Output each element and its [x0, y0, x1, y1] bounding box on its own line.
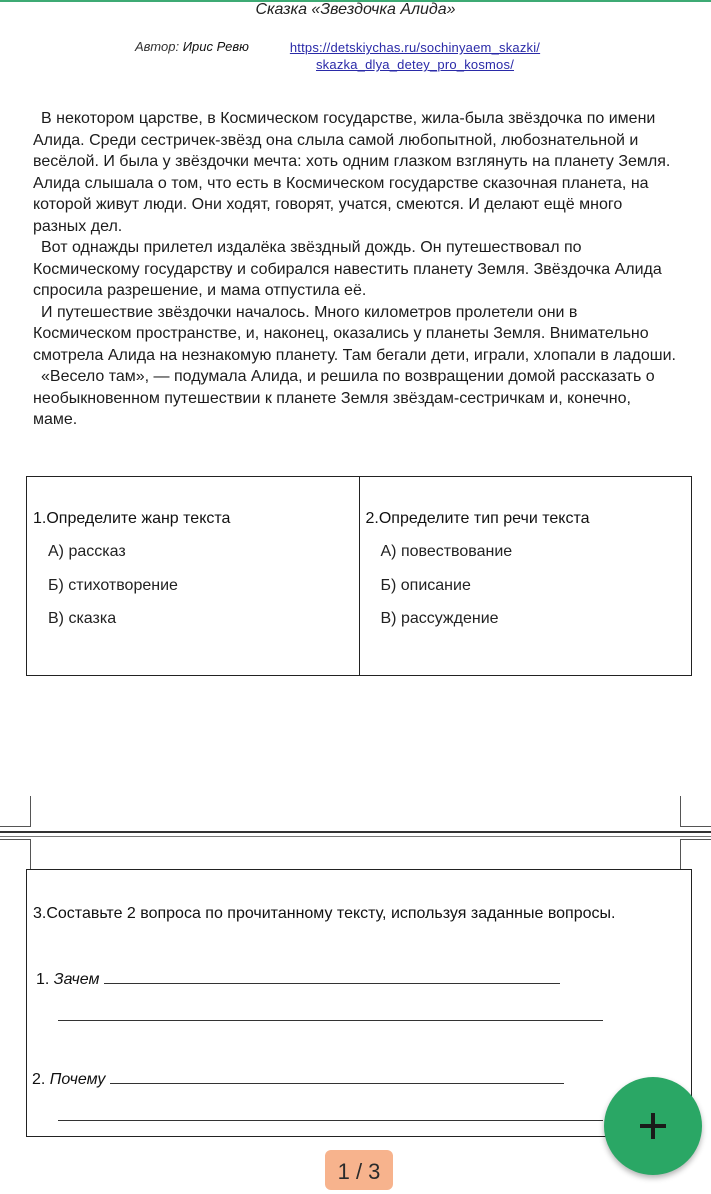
- item-2-number: 2.: [32, 1071, 46, 1088]
- question-2-option-c: В) рассуждение: [380, 610, 499, 627]
- question-1-title: 1.Определите жанр текста: [33, 510, 231, 527]
- item-2-word: Почему: [49, 1071, 106, 1088]
- question-1-option-c: В) сказка: [48, 610, 117, 627]
- question-2-cell: [360, 477, 692, 675]
- source-link-line-2[interactable]: skazka_dlya_detey_pro_kosmos/: [315, 57, 515, 72]
- plus-icon: [638, 1111, 668, 1141]
- document-title: Сказка «Звездочка Алида»: [255, 1, 456, 18]
- answer-line: [110, 1071, 564, 1084]
- item-1-number: 1.: [36, 971, 50, 988]
- answer-line: [58, 1120, 603, 1121]
- question-1-option-b: Б) стихотворение: [48, 577, 178, 594]
- page-corner-mark: [680, 839, 711, 870]
- question-3-box: [26, 869, 692, 1137]
- story-paragraph: Вот однажды прилетел издалёка звёздный дождь. Он путешествовал по Космическому государству и собирался навестить планету Земля. Звёздочка Алида спросила разрешение, и мама отпустила её.: [33, 239, 662, 299]
- page-indicator: 1 / 3: [325, 1150, 393, 1190]
- page-separator: [0, 836, 711, 837]
- question-2-option-a: А) повествование: [380, 543, 513, 560]
- question-2-option-b: Б) описание: [380, 577, 471, 594]
- story-paragraph: «Весело там», — подумала Алида, и решила по возвращении домой рассказать о необыкновенном путешествии к планете Земля звёздам-сестричкам и, конечно, маме.: [33, 368, 655, 428]
- author-label: Автор:: [135, 39, 180, 54]
- question-2-title: 2.Определите тип речи текста: [365, 510, 590, 527]
- source-link-line-1[interactable]: https://detskiychas.ru/sochinyaem_skazki/: [289, 40, 541, 55]
- question-3-title: 3.Составьте 2 вопроса по прочитанному тексту, используя заданные вопросы.: [33, 905, 616, 922]
- question-3-item-2: [32, 1071, 564, 1089]
- question-3-item-1: [36, 971, 560, 989]
- source-link[interactable]: [250, 39, 580, 73]
- question-1-option-a: А) рассказ: [48, 543, 126, 560]
- page-corner-mark: [0, 839, 31, 870]
- story-paragraph: И путешествие звёздочки началось. Много километров пролетели они в Космическом пространстве, и, наконец, оказались у планеты Земля. Внимательно смотрела Алида на незнакомую планету. Там бегали дети, играли, хлопали в ладоши.: [33, 303, 676, 364]
- page-break: [0, 796, 711, 871]
- answer-line: [58, 1020, 603, 1021]
- questions-table: [26, 476, 692, 676]
- author-name: Ирис Ревю: [182, 39, 249, 54]
- page-separator: [0, 831, 711, 833]
- author-line: [135, 39, 249, 54]
- item-1-word: Зачем: [53, 971, 100, 988]
- question-1-cell: [27, 477, 360, 675]
- story-paragraph: В некотором царстве, в Космическом государстве, жила-была звёздочка по имени Алида. Среди сестричек-звёзд она слыла самой любопытной, любознательной и весёлой. И была у звёздочки мечта: хоть одним глазком взглянуть на планету Земля. Алида слышала о том, что есть в Космическом государстве сказочная планета, на которой живут люди. Они ходят, говорят, учатся, смеются. И делают ещё много разных дел.: [33, 110, 671, 235]
- story-text: [33, 108, 678, 431]
- page-corner-mark: [0, 796, 31, 827]
- page-corner-mark: [680, 796, 711, 827]
- add-button[interactable]: [604, 1077, 702, 1175]
- answer-line: [104, 971, 560, 984]
